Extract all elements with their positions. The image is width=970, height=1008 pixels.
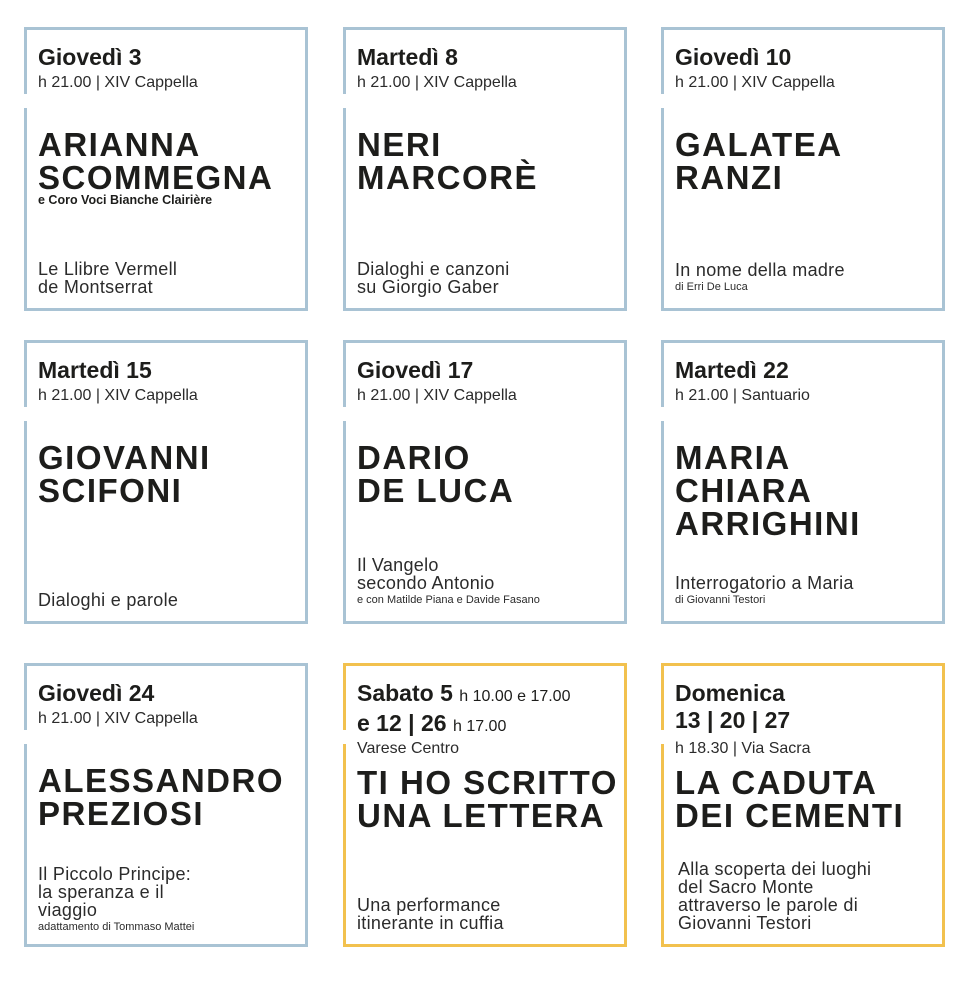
event-time-primary: h 10.00 e 17.00 <box>459 688 571 705</box>
event-title <box>357 766 618 832</box>
event-date: Martedì 15 <box>38 357 152 383</box>
event-time-venue: h 21.00 | XIV Cappella <box>357 387 517 404</box>
event-card-neri-marcore <box>343 27 627 311</box>
performer-line: DE LUCA <box>357 472 515 509</box>
event-time-secondary: h 17.00 <box>452 718 507 735</box>
event-card-galatea-ranzi <box>661 27 945 311</box>
event-performer <box>38 441 211 507</box>
title-line: DEI CEMENTI <box>675 797 905 834</box>
description-line: itinerante in cuffia <box>357 913 504 933</box>
performer-line: CHIARA <box>675 472 813 509</box>
event-credit: adattamento di Tommaso Mattei <box>38 921 195 933</box>
description-line: del Sacro Monte <box>678 877 814 897</box>
performer-line: MARIA <box>675 439 791 476</box>
event-card-giovanni-scifoni <box>24 340 308 624</box>
event-date-primary: Sabato 5 <box>357 680 453 706</box>
description-line: Una performance <box>357 895 501 915</box>
event-description <box>357 896 504 932</box>
event-time-venue: h 21.00 | XIV Cappella <box>38 387 198 404</box>
event-card-maria-chiara-arrighini <box>661 340 945 624</box>
event-title <box>675 766 904 832</box>
event-performer <box>357 128 538 194</box>
event-card-la-caduta-dei-cementi <box>661 663 945 947</box>
event-time-venue: h 21.00 | XIV Cappella <box>38 710 198 727</box>
description-line: la speranza e il <box>38 882 164 902</box>
event-description <box>675 261 845 294</box>
description-line: Alla scoperta dei luoghi <box>678 859 872 879</box>
event-date <box>357 680 570 740</box>
event-time-venue: h 21.00 | XIV Cappella <box>38 74 198 91</box>
description-line: secondo Antonio <box>357 573 495 593</box>
description-line: Dialoghi e canzoni <box>357 259 510 279</box>
event-card-ti-ho-scritto-una-lettera <box>343 663 627 947</box>
event-time-venue: h 21.00 | XIV Cappella <box>675 74 835 91</box>
event-description <box>675 574 854 607</box>
event-description <box>38 591 178 609</box>
description-line: viaggio <box>38 900 98 920</box>
performer-line: ALESSANDRO <box>38 762 285 799</box>
performer-line: MARCORÈ <box>357 159 538 196</box>
event-dates: 13 | 20 | 27 <box>675 707 791 733</box>
event-card-alessandro-preziosi <box>24 663 308 947</box>
event-description <box>678 860 871 932</box>
description-line: Giovanni Testori <box>678 913 812 933</box>
description-line: Il Vangelo <box>357 555 439 575</box>
event-performer <box>675 128 843 194</box>
event-credit: di Giovanni Testori <box>675 594 766 606</box>
event-performer <box>38 764 284 830</box>
event-credit: e con Matilde Piana e Davide Fasano <box>357 594 540 606</box>
description-line: In nome della madre <box>675 260 845 280</box>
event-date: Martedì 8 <box>357 44 458 70</box>
description-line: Dialoghi e parole <box>38 590 179 610</box>
performer-line: SCIFONI <box>38 472 183 509</box>
performer-line: DARIO <box>357 439 471 476</box>
performer-line: RANZI <box>675 159 784 196</box>
performer-line: PREZIOSI <box>38 795 205 832</box>
description-line: de Montserrat <box>38 277 153 297</box>
performer-line: GALATEA <box>675 126 843 163</box>
event-credit: di Erri De Luca <box>675 281 748 293</box>
event-time-venue: h 21.00 | Santuario <box>675 387 810 404</box>
event-time-venue: h 18.30 | Via Sacra <box>675 740 811 757</box>
event-date: Giovedì 24 <box>38 680 155 706</box>
event-date: Giovedì 10 <box>675 44 792 70</box>
event-time-venue: h 21.00 | XIV Cappella <box>357 74 517 91</box>
title-line: LA CADUTA <box>675 764 878 801</box>
event-day: Domenica <box>675 680 785 706</box>
performer-line: ARRIGHINI <box>675 505 861 542</box>
event-performer <box>675 441 861 540</box>
title-line: TI HO SCRITTO <box>357 764 618 801</box>
performer-line: NERI <box>357 126 442 163</box>
description-line: attraverso le parole di <box>678 895 858 915</box>
event-description <box>357 260 510 296</box>
event-card-dario-de-luca <box>343 340 627 624</box>
performer-subtitle: e Coro Voci Bianche Clairière <box>38 193 213 207</box>
event-description <box>38 260 177 296</box>
event-venue: Varese Centro <box>357 740 459 757</box>
event-card-arianna-scommegna <box>24 27 308 311</box>
description-line: Il Piccolo Principe: <box>38 864 192 884</box>
event-date: Martedì 22 <box>675 357 789 383</box>
event-description <box>38 865 194 934</box>
performer-line: ARIANNA <box>38 126 201 163</box>
title-line: UNA LETTERA <box>357 797 606 834</box>
performer-line: SCOMMEGNA <box>38 159 274 196</box>
event-date <box>675 680 790 734</box>
event-performer <box>38 128 273 207</box>
event-date-secondary: e 12 | 26 <box>357 710 447 736</box>
event-description <box>357 556 540 607</box>
event-date: Giovedì 3 <box>38 44 142 70</box>
event-date: Giovedì 17 <box>357 357 474 383</box>
performer-line: GIOVANNI <box>38 439 211 476</box>
description-line: Le Llibre Vermell <box>38 259 178 279</box>
event-performer <box>357 441 514 507</box>
description-line: su Giorgio Gaber <box>357 277 499 297</box>
description-line: Interrogatorio a Maria <box>675 573 854 593</box>
